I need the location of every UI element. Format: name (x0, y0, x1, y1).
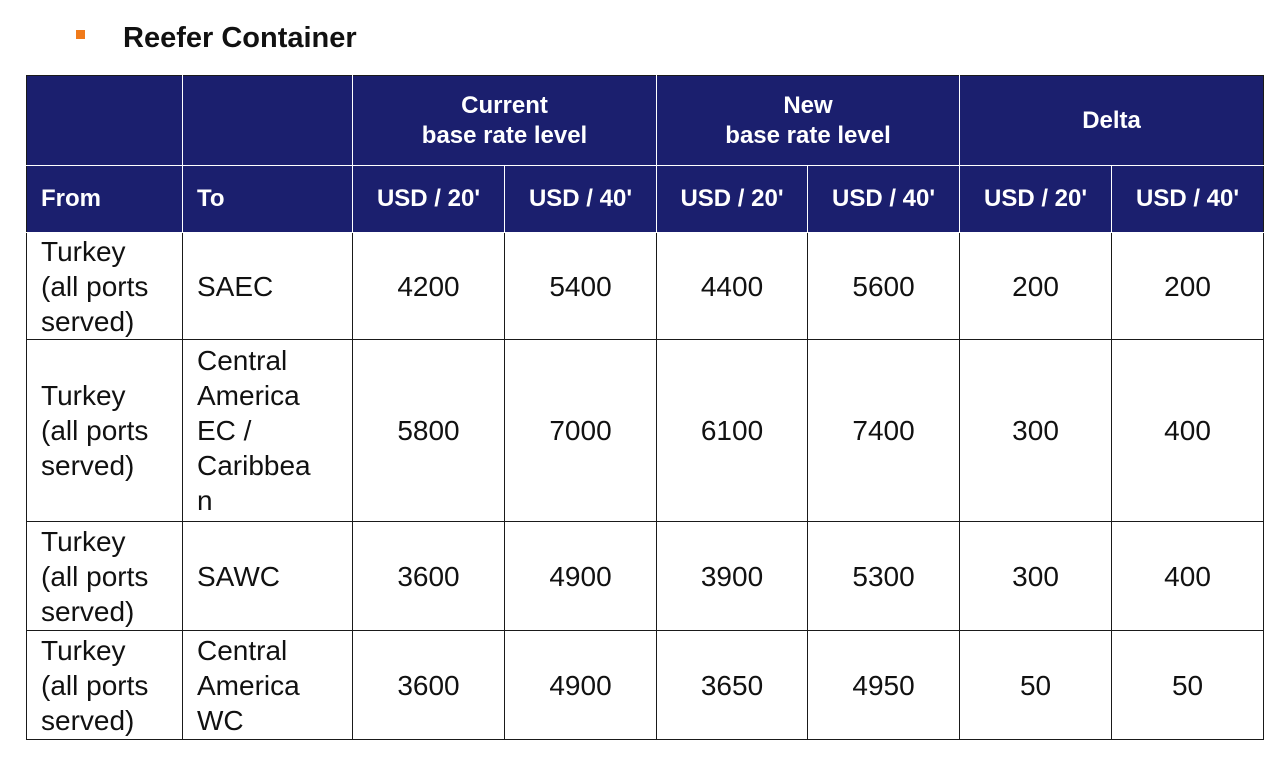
cell-current-40: 7000 (505, 340, 657, 522)
column-header-delta-20: USD / 20' (960, 166, 1112, 233)
cell-new-40: 5300 (808, 522, 960, 631)
cell-current-20: 3600 (353, 631, 505, 740)
cell-delta-40: 200 (1112, 233, 1264, 340)
section-heading (76, 18, 357, 58)
cell-from: Turkey (all ports served) (27, 522, 183, 631)
cell-to: SAEC (183, 233, 353, 340)
header-blank-cell (183, 76, 353, 166)
table-row (27, 233, 1264, 340)
cell-to: Central America EC / Caribbea n (183, 340, 353, 522)
cell-delta-20: 50 (960, 631, 1112, 740)
column-header-current-20: USD / 20' (353, 166, 505, 233)
header-group-current: Current base rate level (353, 76, 657, 166)
cell-delta-20: 300 (960, 340, 1112, 522)
cell-new-40: 7400 (808, 340, 960, 522)
table-row (27, 522, 1264, 631)
cell-delta-20: 200 (960, 233, 1112, 340)
header-group-row (27, 76, 1264, 166)
cell-new-20: 6100 (657, 340, 808, 522)
reefer-rate-table (26, 75, 1264, 740)
cell-delta-40: 50 (1112, 631, 1264, 740)
cell-current-20: 5800 (353, 340, 505, 522)
cell-current-20: 4200 (353, 233, 505, 340)
header-column-row (27, 166, 1264, 233)
column-header-to: To (183, 166, 353, 233)
column-header-from: From (27, 166, 183, 233)
cell-from: Turkey (all ports served) (27, 233, 183, 340)
header-group-new: New base rate level (657, 76, 960, 166)
header-blank-cell (27, 76, 183, 166)
cell-new-40: 4950 (808, 631, 960, 740)
cell-current-20: 3600 (353, 522, 505, 631)
cell-delta-40: 400 (1112, 340, 1264, 522)
table-row (27, 631, 1264, 740)
column-header-new-40: USD / 40' (808, 166, 960, 233)
table-row (27, 340, 1264, 522)
cell-delta-40: 400 (1112, 522, 1264, 631)
cell-new-20: 4400 (657, 233, 808, 340)
cell-new-20: 3900 (657, 522, 808, 631)
column-header-delta-40: USD / 40' (1112, 166, 1264, 233)
cell-to: Central America WC (183, 631, 353, 740)
cell-delta-20: 300 (960, 522, 1112, 631)
cell-from: Turkey (all ports served) (27, 631, 183, 740)
header-group-delta: Delta (960, 76, 1264, 166)
cell-new-20: 3650 (657, 631, 808, 740)
cell-to: SAWC (183, 522, 353, 631)
cell-from: Turkey (all ports served) (27, 340, 183, 522)
cell-current-40: 4900 (505, 631, 657, 740)
column-header-current-40: USD / 40' (505, 166, 657, 233)
cell-current-40: 5400 (505, 233, 657, 340)
square-bullet-icon (76, 30, 85, 39)
cell-current-40: 4900 (505, 522, 657, 631)
section-title: Reefer Container (123, 21, 357, 54)
column-header-new-20: USD / 20' (657, 166, 808, 233)
cell-new-40: 5600 (808, 233, 960, 340)
